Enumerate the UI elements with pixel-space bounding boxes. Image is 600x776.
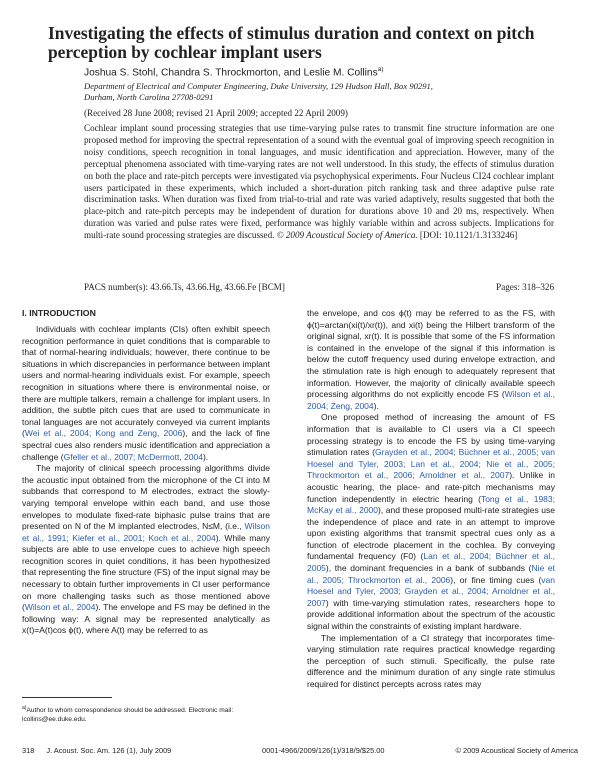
citation-link[interactable]: Grayden et al., 2004; Büchner et al., 2005; van Hoesel and Tyler, 2003; Lan et al., 2004; Nie et al., 2005; Throckmorton et al., 2006; Arnoldner et al., 2007 [307,447,555,481]
received-dates: (Received 28 June 2008; revised 21 April 2009; accepted 22 April 2009) [84,108,348,118]
footnote-divider [22,697,112,698]
paragraph-text: The implementation of a CI strategy that incorporates time-varying stimulation rate requires practical knowledge regarding the perception of such stimuli. Specifically, the pulse rate difference and the minimum duration of any single rate stimulus required for distinct percepts across rates may [307,632,555,689]
footnote [22,704,270,724]
paragraph-text: ). [373,400,379,411]
pacs-numbers: PACS number(s): 43.66.Ts, 43.66.Hg, 43.66.Fe [BCM] [84,282,285,292]
paragraph-text: Individuals with cochlear implants (CIs) often exhibit speech recognition performance in quiet conditions that is comparable to that of normal-hearing individuals; however, there continue to be situations in which discrepancies in performance between implant users and normal-hearing individuals exist. For example, speech recognition in situations where there is environmental noise, or there are multiple talkers, remain a challenge for implant users. In addition, the subtle pitch cues that are used to communicate in tonal languages are not accurately conveyed via current implants ( [22,324,270,439]
paragraph [307,308,555,412]
abstract [84,123,554,242]
paragraph-text: ). Unlike in acoustic hearing, the place- and rate-pitch mechanisms may function independently in electric hearing ( [307,470,555,504]
citation-link[interactable]: Wilson et al., 2004; Zeng, 2004 [307,389,555,411]
affiliation-line-1: Department of Electrical and Computer Engineering, Duke University, 129 Hudson Hall, Box 90291, [84,81,433,91]
citation-link[interactable]: Wilson et al., 2004 [24,602,96,613]
affiliation [84,81,554,103]
abstract-copyright: © 2009 Acoustical Society of America. [276,230,418,241]
paragraph [307,412,555,632]
citation-link[interactable]: Wilson et al., 1991; Kiefer et al., 2001; Koch et al., 2004 [22,521,270,543]
paragraph [22,463,270,637]
right-column [307,308,555,691]
page-number: 318 [22,746,35,755]
paragraph-text: ) with time-varying stimulation rates, researchers hope to provide additional information about the spectrum of the acoustic signal within the constraints of existing implant hardware. [307,597,555,632]
paragraph-text: ), or fine timing cues ( [450,574,542,585]
abstract-text: Cochlear implant sound processing strategies that use time-varying pulse rates to transmit fine structure information are one proposed method for improving the spectral representation of a sound with the eventual goal of improving speech recognition in noisy conditions, speech recognition in tonal languages, and music identification and appreciation. However, many of the perceptual phenomena associated with time-varying rates are not well understood. In this study, the effects of stimulus duration on both the place and rate-pitch percepts were investigated via psychophysical experiments. Four Nucleus CI24 cochlear implant users participated in these experiments, which included a short-duration pitch ranking task and three adaptive pulse rate discrimination tasks. When duration was fixed from trial-to-trial and rate was varied adaptively, results suggested that both the place-pitch and rate-pitch percepts may be independent of duration for durations above 10 and 20 ms, respectively. When duration was varied and pulse rates were fixed, performance was highly variable within and across subjects. Implications for multi-rate sound processing strategies are discussed. [84,123,554,241]
citation-link[interactable]: Gfeller et al., 2007; McDermott, 2004 [63,451,203,462]
paragraph-text: ). While many subjects are able to use envelope cues to achieve high speech recognition scores in quiet conditions, it has been hypothesized that representing the fine structure (FS) of the input signal may be necessary to obtain further improvements in CI user performance on more challenging tasks such as those mentioned above ( [22,532,270,613]
paragraph-text: ). The envelope and FS may be defined in the following way: A signal may be represented analytically as x(t)=A(t)cos ϕ(t), where A(t) may be referred to as [22,602,270,636]
paragraph-text: the envelope, and cos ϕ(t) may be referred to as the FS, with ϕ(t)=arctan(xi(t)/xr(t)), and xi(t) being the Hilbert transform of the original signal, xr(t). It is possible that some of the FS information is contained in the envelope of the signal if this information is below the cutoff frequency used during envelope extraction, and the stimulation rate is high enough to adequately represent that information. However, the majority of clinically available speech processing algorithms do not explicitly encode FS ( [307,308,555,400]
footer-copyright: © 2009 Acoustical Society of America [455,746,578,755]
page-range: Pages: 318–326 [496,282,554,292]
citation-link[interactable]: Lan et al., 2004; Büchner et al., 2005 [307,551,555,574]
section-heading: I. INTRODUCTION [22,308,96,318]
paragraph [22,324,270,463]
citation-link[interactable]: Tong et al., 1983; McKay et al., 2000 [307,493,555,516]
paragraph [307,633,555,691]
citation-link[interactable]: Wei et al., 2004; Kong and Zeng, 2006 [24,428,183,439]
pacs-line [84,282,554,292]
left-column [22,324,270,637]
affiliation-line-2: Durham, North Carolina 27708-0291 [84,92,214,102]
doi-link[interactable]: [DOI: 10.1121/1.3133246] [419,230,518,241]
paragraph-text: One proposed method of increasing the amount of FS information that is available to CI users via a CI speech processing strategy is to encode the FS by using time-varying stimulation rates ( [307,412,555,458]
paragraph-text: ), the dominant frequencies in a bank of subbands ( [325,563,532,574]
author-list [84,66,554,78]
author-footnote-mark: a) [377,66,384,73]
author-names: Joshua S. Stohl, Chandra S. Throckmorton, and Leslie M. Collins [84,67,378,79]
journal-citation: J. Acoust. Soc. Am. 126 (1), July 2009 [46,746,172,755]
page-footer [22,746,578,755]
citation-link[interactable]: Nie et al., 2005; Throckmorton et al., 2006 [307,563,555,585]
article-title: Investigating the effects of stimulus duration and context on pitch perception by cochlear implant users [48,23,535,62]
issn-line: 0001-4966/2009/126(1)/318/9/$25.00 [262,746,385,755]
paragraph-text: ). [202,451,209,462]
footnote-mark: a) [22,705,27,711]
citation-link[interactable]: van Hoesel and Tyler, 2003; Grayden et al., 2004; Arnoldner et al., 2007 [307,574,555,608]
paragraph-text: ), and these proposed multi-rate strategies use the independence of place and rate in an attempt to improve upon existing algorithms that transmit spectral cues only as a function of electrode placement in the cochlea. By conveying fundamental frequency (F0) ( [307,505,555,562]
paragraph-text: The majority of clinical speech processing algorithms divide the acoustic input obtained from the microphone of the CI into M subbands that correspond to M electrodes, extract the slowly-varying temporal envelope within each band, and use those envelopes to modulate fixed-rate biphasic pulse trains that are presented on N of the M implanted electrodes, N≤M, (i.e., [22,463,270,532]
paragraph-text: ), and the lack of fine spectral cues also renders music identification and appreciation a challenge ( [22,428,270,462]
footnote-text: Author to whom correspondence should be addressed. Electronic mail: lcollins@ee.duke.edu. [22,707,234,724]
